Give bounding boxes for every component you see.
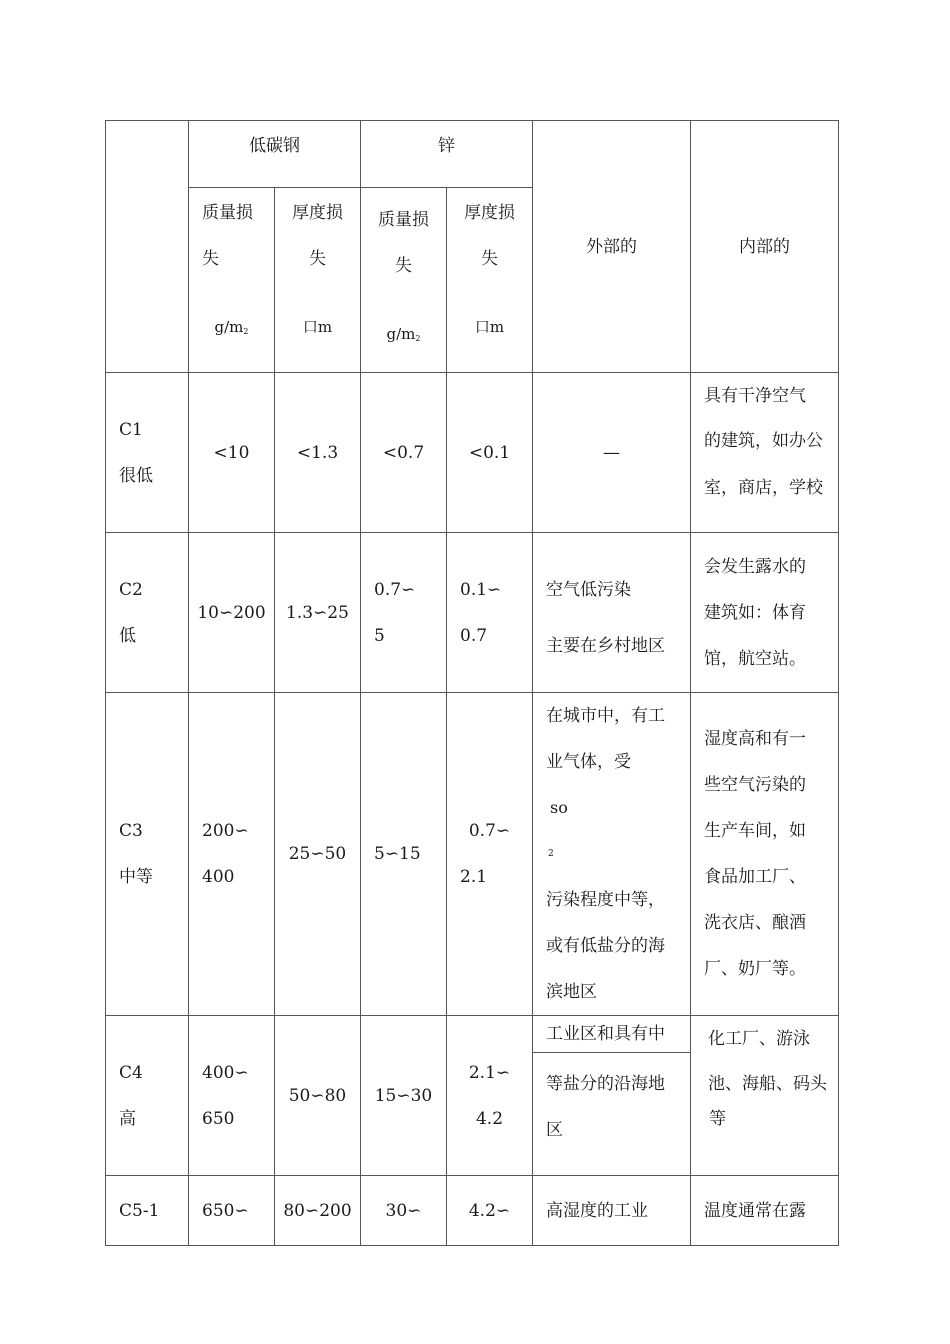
grade-cell: C4 高	[106, 1016, 189, 1176]
steel-thick-cell: 80∽200	[275, 1176, 361, 1246]
zinc-mass-cell: 15∽30	[361, 1016, 447, 1176]
zinc-thick-cell: <0.1	[447, 373, 533, 533]
zinc-thick-cell: 2.1∽ 4.2	[447, 1016, 533, 1176]
zinc-mass-cell: <0.7	[361, 373, 447, 533]
internal-cell: 湿度高和有一 些空气污染的 生产车间，如 食品加工厂、 洗衣店、酿酒 厂、奶厂等。	[691, 693, 839, 1016]
grade-cell: C2 低	[106, 533, 189, 693]
header-row-1	[106, 121, 839, 188]
steel-thick-cell: <1.3	[275, 373, 361, 533]
header-blank-cell	[106, 121, 189, 373]
steel-mass-cell: 200∽ 400	[189, 693, 275, 1016]
thick-loss-line2: 失	[309, 249, 326, 269]
steel-mass-cell: 10∽200	[189, 533, 275, 693]
grade-cell: C1 很低	[106, 373, 189, 533]
external-cell: —	[533, 373, 691, 533]
header-zinc-mass-loss: 质量损 失 $g/m_2$	[361, 188, 447, 373]
header-steel: 低碳钢	[189, 121, 361, 188]
zinc-mass-cell: 30∽	[361, 1176, 447, 1246]
zinc-mass-unit: $g/m_2$	[386, 325, 421, 343]
steel-mass-cell: 400∽ 650	[189, 1016, 275, 1176]
mass-loss-line2: 失	[202, 249, 219, 269]
steel-thick-unit: 口m	[302, 318, 333, 336]
external-cell: 空气低污染 主要在乡村地区	[533, 533, 691, 693]
corrosivity-table	[105, 120, 839, 1246]
zinc-thick-cell: 4.2∽	[447, 1176, 533, 1246]
steel-thick-cell: 1.3∽25	[275, 533, 361, 693]
header-internal: 内部的	[691, 121, 839, 373]
internal-cell: 温度通常在露	[691, 1176, 839, 1246]
header-zinc: 锌	[361, 121, 533, 188]
internal-cell: 化工厂、游泳 池、海船、码头 等	[691, 1016, 839, 1176]
table-row-c4	[106, 1016, 839, 1176]
internal-cell: 会发生露水的 建筑如：体育 馆，航空站。	[691, 533, 839, 693]
steel-mass-cell: 650∽	[189, 1176, 275, 1246]
external-cell: 在城市中，有工 业气体，受 so 2 污染程度中等， 或有低盐分的海 滨地区	[533, 693, 691, 1016]
table-row-c5-1	[106, 1176, 839, 1246]
external-cell: 高湿度的工业	[533, 1176, 691, 1246]
header-steel-mass-loss	[189, 188, 275, 373]
external-cell: 工业区和具有中 等盐分的沿海地 区	[533, 1016, 691, 1176]
zinc-thick-cell: 0.7∽ 2.1	[447, 693, 533, 1016]
table-row-c1	[106, 373, 839, 533]
grade-cell: C5-1	[106, 1176, 189, 1246]
header-steel-thick-loss	[275, 188, 361, 373]
steel-mass-cell: <10	[189, 373, 275, 533]
header-external: 外部的	[533, 121, 691, 373]
steel-mass-unit: $g/m_2$	[214, 318, 249, 336]
zinc-thick-unit: 口m	[474, 318, 505, 336]
thick-loss-line1: 厚度损	[292, 203, 343, 223]
table-row-c3	[106, 693, 839, 1016]
grade-cell: C3 中等	[106, 693, 189, 1016]
steel-thick-cell: 50∽80	[275, 1016, 361, 1176]
mass-loss-line1: 质量损	[202, 203, 253, 223]
header-zinc-thick-loss: 厚度损 失 口m	[447, 188, 533, 373]
zinc-mass-cell: 0.7∽ 5	[361, 533, 447, 693]
zinc-thick-cell: 0.1∽ 0.7	[447, 533, 533, 693]
internal-cell: 具有干净空气 的建筑，如办公 室，商店，学校	[691, 373, 839, 533]
steel-thick-cell: 25∽50	[275, 693, 361, 1016]
zinc-mass-cell: 5∽15	[361, 693, 447, 1016]
table-row-c2	[106, 533, 839, 693]
